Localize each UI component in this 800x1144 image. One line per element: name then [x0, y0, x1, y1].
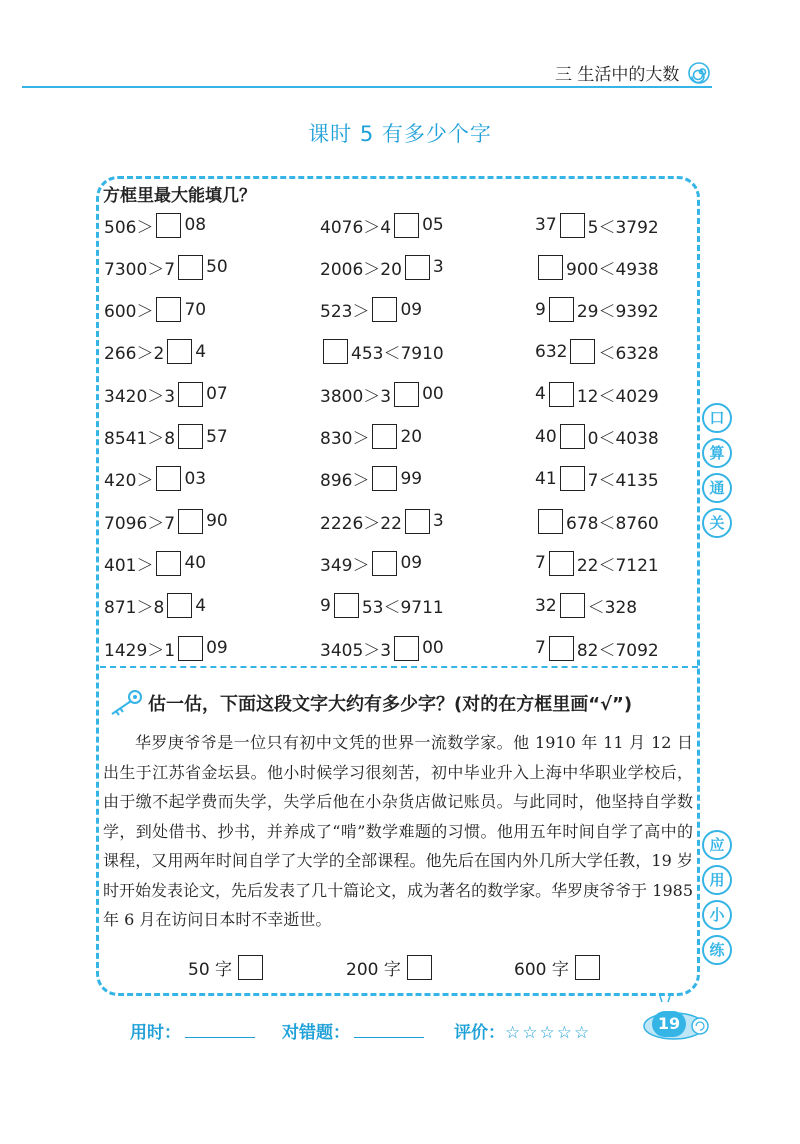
answer-box[interactable]: [156, 213, 181, 238]
problem-suffix: 09: [400, 553, 423, 574]
problem-item: [104, 296, 206, 324]
problem-prefix: 632: [535, 341, 568, 362]
problem-item: [104, 592, 206, 620]
problem-item: [320, 507, 444, 535]
problem-item: [320, 465, 422, 493]
answer-box[interactable]: [549, 636, 574, 661]
answer-box[interactable]: [560, 466, 585, 491]
answer-box[interactable]: [178, 382, 203, 407]
problem-prefix: 871＞8: [104, 598, 165, 619]
problem-item: [104, 549, 206, 577]
problem-prefix: 4: [535, 384, 546, 405]
side-tab-char: 小: [702, 900, 732, 930]
problem-item: [535, 634, 659, 662]
problem-suffix: 3: [432, 257, 444, 278]
problem-suffix: 4: [195, 341, 207, 362]
section1-title: 方框里最大能填几？: [103, 186, 256, 206]
problem-suffix: 40: [184, 553, 207, 574]
problem-prefix: 9: [535, 299, 546, 320]
answer-box[interactable]: [167, 593, 192, 618]
section2-title: 估一估，下面这段文字大约有多少字？(对的在方框里画“√”): [148, 694, 633, 715]
errors-field: [282, 1018, 424, 1043]
lesson-title: 课时 5 有多少个字: [308, 122, 492, 146]
problem-suffix: 12＜4029: [576, 386, 659, 407]
errors-label: 对错题：: [282, 1023, 350, 1043]
problem-item: [535, 423, 659, 451]
problem-suffix: 53＜9711: [361, 598, 444, 619]
option-50[interactable]: [188, 955, 263, 980]
problem-prefix: 506＞: [104, 217, 154, 238]
side-tab-char: 关: [702, 508, 732, 538]
side-tab-char: 练: [702, 935, 732, 965]
answer-box[interactable]: [570, 339, 595, 364]
problem-item: [320, 253, 444, 281]
spiral-icon: [688, 62, 710, 84]
side-tab-char: 用: [702, 865, 732, 895]
problem-item: [104, 380, 228, 408]
answer-box[interactable]: [156, 551, 181, 576]
problem-prefix: 7096＞7: [104, 513, 176, 534]
answer-box[interactable]: [538, 255, 563, 280]
problem-prefix: 523＞: [320, 302, 370, 323]
answer-box[interactable]: [549, 551, 574, 576]
problem-item: [104, 465, 206, 493]
option-label: 200 字: [346, 960, 401, 980]
problem-item: [535, 211, 659, 239]
answer-box[interactable]: [178, 255, 203, 280]
problem-suffix: 09: [400, 299, 423, 320]
answer-box[interactable]: [156, 466, 181, 491]
problem-prefix: 3405＞3: [320, 640, 392, 661]
problem-prefix: 896＞: [320, 471, 370, 492]
rating-field: [454, 1018, 591, 1043]
answer-box[interactable]: [372, 424, 397, 449]
problem-prefix: 40: [535, 426, 557, 447]
answer-box[interactable]: [238, 955, 263, 980]
answer-box[interactable]: [405, 255, 430, 280]
problem-prefix: 349＞: [320, 555, 370, 576]
problem-item: [535, 380, 659, 408]
problem-suffix: 99: [400, 468, 423, 489]
side-tab-mental-math: [702, 403, 732, 543]
problem-item: [320, 634, 444, 662]
side-tab-char: 应: [702, 830, 732, 860]
time-label: 用时：: [130, 1023, 181, 1043]
errors-blank[interactable]: [354, 1023, 424, 1038]
problem-item: [535, 253, 659, 281]
problem-prefix: 3420＞3: [104, 386, 176, 407]
answer-box[interactable]: [575, 955, 600, 980]
key-icon: [104, 688, 146, 718]
problem-prefix: 1429＞1: [104, 640, 176, 661]
problem-suffix: 57: [206, 426, 228, 447]
problem-suffix: 29＜9392: [576, 302, 659, 323]
problem-suffix: 90: [206, 511, 228, 532]
problem-suffix: 5＜3792: [587, 217, 659, 238]
time-blank[interactable]: [185, 1023, 255, 1038]
problem-suffix: 20: [400, 426, 423, 447]
problem-suffix: 0＜4038: [587, 429, 659, 449]
problem-item: [104, 253, 228, 281]
side-tab-application: [702, 830, 732, 970]
problem-prefix: 3800＞3: [320, 386, 392, 407]
answer-box[interactable]: [178, 636, 203, 661]
answer-box[interactable]: [167, 339, 192, 364]
rating-stars[interactable]: ☆☆☆☆☆: [505, 1023, 592, 1043]
problem-prefix: 401＞: [104, 555, 154, 576]
answer-box[interactable]: [372, 297, 397, 322]
problem-item: [104, 338, 206, 366]
problem-suffix: 900＜4938: [566, 259, 659, 280]
problem-prefix: 7300＞7: [104, 259, 176, 280]
header-divider: [22, 86, 712, 88]
problem-suffix: ＜6328: [598, 344, 659, 365]
rating-label: 评价：: [454, 1023, 505, 1043]
option-600[interactable]: [514, 955, 600, 980]
problem-prefix: 266＞2: [104, 344, 165, 365]
problem-suffix: 4: [195, 595, 207, 616]
problem-item: [535, 465, 659, 493]
answer-box[interactable]: [372, 466, 397, 491]
answer-box[interactable]: [549, 382, 574, 407]
problem-suffix: 03: [184, 468, 207, 489]
answer-box[interactable]: [323, 339, 348, 364]
problem-suffix: 22＜7121: [576, 555, 659, 576]
problem-item: [320, 296, 422, 324]
answer-box[interactable]: [394, 636, 419, 661]
option-200[interactable]: [346, 955, 432, 980]
answer-box[interactable]: [560, 424, 585, 449]
answer-box[interactable]: [334, 593, 359, 618]
problem-prefix: 32: [535, 595, 557, 616]
problem-item: [320, 338, 444, 366]
answer-box[interactable]: [405, 509, 430, 534]
problem-suffix: 50: [206, 257, 228, 278]
problem-item: [320, 549, 422, 577]
problem-item: [104, 211, 206, 239]
problem-suffix: 453＜7910: [351, 344, 444, 365]
problem-suffix: 678＜8760: [566, 513, 659, 534]
answer-box[interactable]: [372, 551, 397, 576]
problem-suffix: 07: [206, 384, 228, 405]
problem-suffix: 05: [422, 215, 444, 235]
problem-item: [320, 380, 444, 408]
answer-box[interactable]: [549, 297, 574, 322]
section-divider: [100, 666, 698, 668]
problem-suffix: 70: [184, 299, 207, 320]
answer-box[interactable]: [394, 382, 419, 407]
problem-prefix: 9: [320, 595, 331, 616]
side-tab-char: 算: [702, 438, 732, 468]
problem-prefix: 7: [535, 638, 546, 658]
problem-suffix: 09: [206, 638, 228, 658]
problem-suffix: 00: [422, 638, 444, 658]
problem-item: [104, 634, 228, 662]
problem-item: [535, 549, 659, 577]
problem-item: [535, 296, 659, 324]
problem-prefix: 2006＞20: [320, 259, 402, 280]
passage: [103, 728, 693, 935]
problem-prefix: 420＞: [104, 471, 154, 492]
problem-item: [535, 507, 659, 535]
problem-prefix: 7: [535, 553, 546, 574]
page-number: 19: [652, 1011, 686, 1037]
problem-prefix: 41: [535, 468, 557, 489]
answer-box[interactable]: [538, 509, 563, 534]
answer-box[interactable]: [560, 213, 585, 238]
problem-prefix: 37: [535, 215, 557, 235]
problem-item: [104, 423, 228, 451]
option-label: 600 字: [514, 960, 569, 980]
side-tab-char: 通: [702, 473, 732, 503]
answer-box[interactable]: [178, 424, 203, 449]
answer-box[interactable]: [394, 213, 419, 238]
problem-item: [320, 211, 444, 239]
problem-item: [535, 592, 637, 620]
problem-suffix: 7＜4135: [587, 471, 659, 492]
option-label: 50 字: [188, 960, 233, 980]
problem-suffix: 82＜7092: [576, 640, 659, 661]
problem-item: [104, 507, 228, 535]
side-tab-char: 口: [702, 403, 732, 433]
problem-prefix: 4076＞4: [320, 217, 392, 238]
chapter-title: 三 生活中的大数: [555, 65, 680, 85]
answer-box[interactable]: [178, 509, 203, 534]
problem-prefix: 8541＞8: [104, 429, 176, 449]
answer-box[interactable]: [560, 593, 585, 618]
answer-box[interactable]: [407, 955, 432, 980]
answer-box[interactable]: [156, 297, 181, 322]
problem-item: [320, 423, 422, 451]
problem-item: [535, 338, 659, 366]
problem-suffix: 08: [184, 215, 207, 235]
problem-suffix: ＜328: [587, 598, 638, 619]
problem-suffix: 3: [432, 511, 444, 532]
problem-suffix: 00: [422, 384, 444, 405]
time-field: [130, 1018, 255, 1043]
problem-prefix: 600＞: [104, 302, 154, 323]
problem-prefix: 830＞: [320, 429, 370, 449]
problem-item: [320, 592, 444, 620]
problem-prefix: 2226＞22: [320, 513, 402, 534]
passage-text: 华罗庚爷爷是一位只有初中文凭的世界一流数学家。他 1910 年 11 月 12 日出生于江苏省金坛县。他小时候学习很刻苦，初中毕业升入上海中华职业学校后，由于缴不起学费而失学，失学后他在小杂货店做记账员。与此同时，他坚持自学数学，到处借书、抄书，并养成了“啃”数学难题的习惯。他用五年时间自学了高中的课程，又用两年时间自学了大学的全部课程。他先后在国内外几所大学任教，19 岁时开始发表论文，先后发表了几十篇论文，成为著名的数学家。华罗庚爷爷于 1985 年 6 月在访问日本时不幸逝世。: [103, 733, 693, 929]
